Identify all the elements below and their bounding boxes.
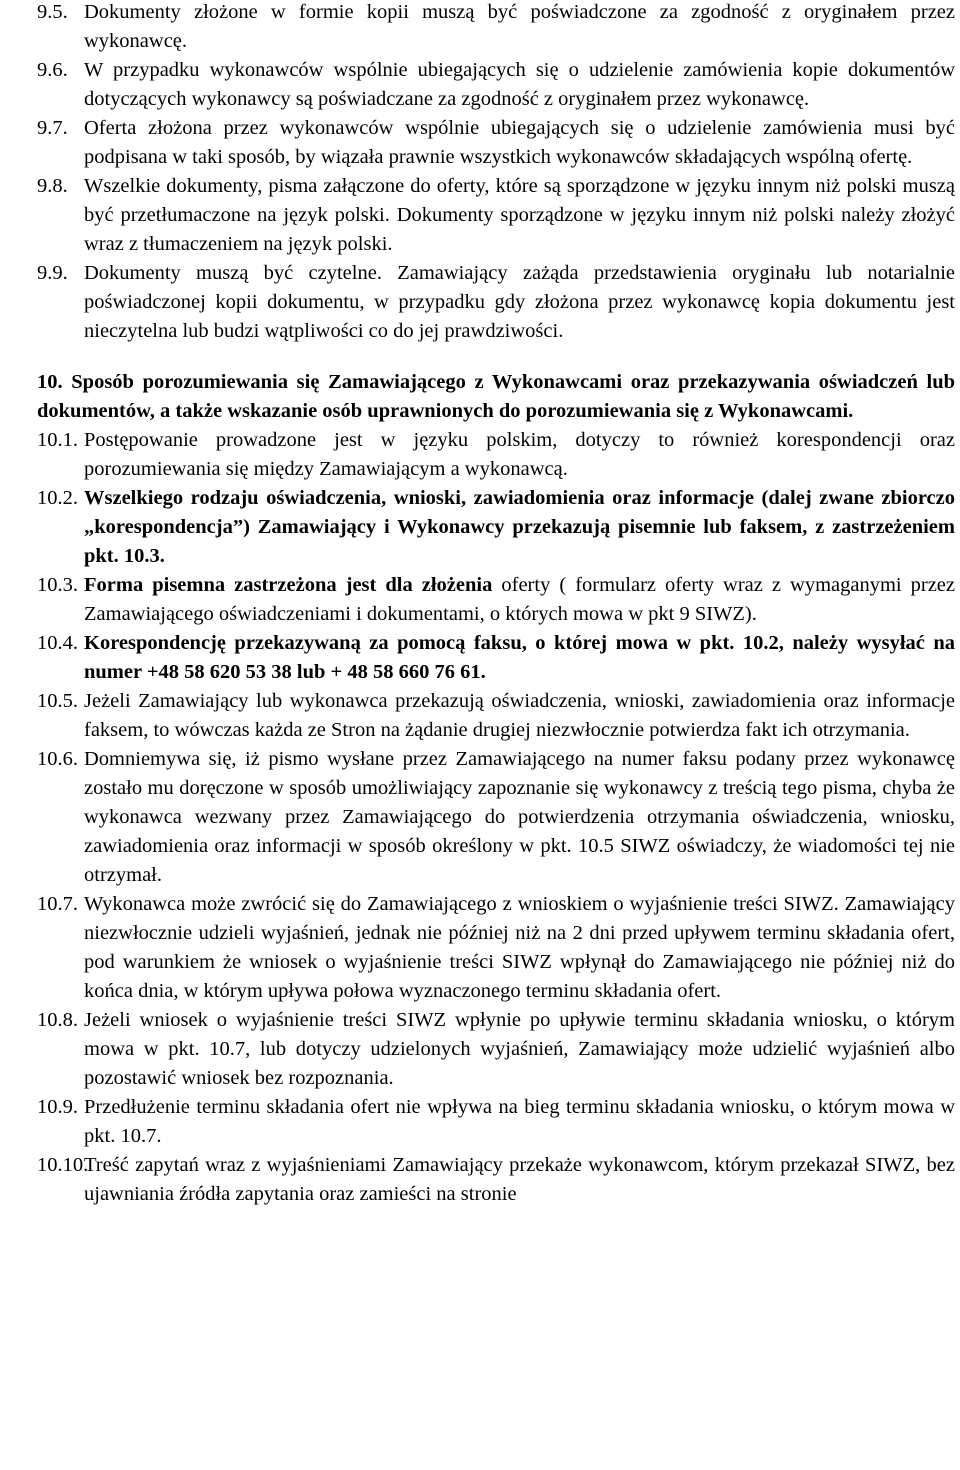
item-number: 10.7. [37,893,78,915]
item-number: 10.5. [37,690,78,712]
item-number: 9.5. [37,1,68,23]
item-text: Przedłużenie terminu składania ofert nie wpływa na bieg terminu składania wniosku, o którym mowa w pkt. 10.7. [84,1096,955,1147]
item-number: 10.3. [37,574,78,596]
item-text: Postępowanie prowadzone jest w języku polskim, dotyczy to również korespondencji oraz porozumiewania się między Zamawiającym a wykonawcą. [84,429,955,480]
list-item [0,629,960,687]
item-number: 10.1. [37,429,78,451]
item-number: 9.7. [37,117,68,139]
section-number: 10. [37,371,63,393]
list-item [0,571,960,629]
list-item [0,56,960,114]
list-item [0,172,960,259]
item-number: 10.9. [37,1096,78,1118]
item-bold-text: Wszelkiego rodzaju oświadczenia, wnioski, zawiadomienia oraz informacje (dalej zwane zbiorczo „korespondencja”) Zamawiający i Wykonawcy przekazują pisemnie lub faksem, z zastrzeżeniem pkt. 10.3. [84,487,955,567]
item-bold-text: Korespondencję przekazywaną za pomocą faksu, o której mowa w pkt. 10.2, należy wysyłać na numer +48 58 620 53 38 lub + 48 58 660 76 61. [84,632,955,683]
list-item [0,0,960,56]
item-number: 9.8. [37,175,68,197]
item-text: Jeżeli wniosek o wyjaśnienie treści SIWZ wpłynie po upływie terminu składania wniosku, o którym mowa w pkt. 10.7, lub dotyczy udzielonych wyjaśnień, Zamawiający może udzielić wyjaśnień albo pozostawić wniosek bez rozpoznania. [84,1009,955,1089]
item-text: Treść zapytań wraz z wyjaśnieniami Zamawiający przekaże wykonawcom, którym przekazał SIWZ, bez ujawniania źródła zapytania oraz zamieści na stronie [84,1154,955,1205]
list-item [0,484,960,571]
list-item [0,426,960,484]
item-text: W przypadku wykonawców wspólnie ubiegających się o udzielenie zamówienia kopie dokumentów dotyczących wykonawcy są poświadczane za zgodność z oryginałem przez wykonawcę. [84,59,955,110]
item-text: oferty ( formularz oferty wraz z wymaganymi przez Zamawiającego oświadczeniami i dokumentami, o których mowa w pkt 9 SIWZ). [84,574,956,625]
section-10-items [0,426,960,1209]
item-text: Dokumenty złożone w formie kopii muszą być poświadczone za zgodność z oryginałem przez wykonawcę. [84,1,955,52]
item-number: 9.9. [37,262,68,284]
item-text: Oferta złożona przez wykonawców wspólnie ubiegających się o udzielenie zamówienia musi być podpisana w taki sposób, by wiązała prawnie wszystkich wykonawców składających wspólną ofertę. [84,117,955,168]
section-gap [0,346,960,368]
list-item [0,890,960,1006]
item-text: Wszelkie dokumenty, pisma załączone do oferty, które są sporządzone w języku innym niż polski muszą być przetłumaczone na język polski. Dokumenty sporządzone w języku innym niż polski należy złożyć wraz z tłumaczeniem na język polski. [84,175,955,255]
item-text: Domniemywa się, iż pismo wysłane przez Zamawiającego na numer faksu podany przez wykonawcę zostało mu doręczone w sposób umożliwiający zapoznanie się wykonawcy z treścią tego pisma, chyba że wykonawca wezwany przez Zamawiającego do potwierdzenia otrzymania oświadczenia, wniosku, zawiadomienia oraz informacji w sposób określony w pkt. 10.5 SIWZ oświadczy, że wiadomości tej nie otrzymał. [84,748,955,886]
item-text: Wykonawca może zwrócić się do Zamawiającego z wnioskiem o wyjaśnienie treści SIWZ. Zamawiający niezwłocznie udzieli wyjaśnień, jednak nie później niż na 2 dni przed upływem terminu składania ofert, pod warunkiem że wniosek o wyjaśnienie treści SIWZ wpłynął do Zamawiającego nie później niż do końca dnia, w którym upływa połowa wyznaczonego terminu składania ofert. [84,893,955,1002]
item-bold-text: Forma pisemna zastrzeżona jest dla złożenia [84,574,493,596]
list-item [0,1093,960,1151]
section-title: Sposób porozumiewania się Zamawiającego z Wykonawcami oraz przekazywania oświadczeń lub dokumentów, a także wskazanie osób uprawnionych do porozumiewania się z Wykonawcami. [37,371,956,422]
list-item [0,1151,960,1209]
item-number: 10.4. [37,632,78,654]
item-text: Dokumenty muszą być czytelne. Zamawiający zażąda przedstawienia oryginału lub notarialnie poświadczonej kopii dokumentu, w przypadku gdy złożona przez wykonawcę kopia dokumentu jest nieczytelna lub budzi wątpliwości co do jej prawdziwości. [84,262,955,342]
item-number: 10.8. [37,1009,78,1031]
list-item [0,259,960,346]
item-number: 10.10. [37,1154,89,1176]
section-heading [0,368,960,426]
list-item [0,687,960,745]
item-number: 10.6. [37,748,78,770]
item-text: Jeżeli Zamawiający lub wykonawca przekazują oświadczenia, wnioski, zawiadomienia oraz informacje faksem, to wówczas każda ze Stron na żądanie drugiej niezwłocznie potwierdza fakt ich otrzymania. [84,690,955,741]
list-item [0,745,960,890]
item-number: 10.2. [37,487,78,509]
list-item [0,1006,960,1093]
section-9-items [0,0,960,346]
list-item [0,114,960,172]
item-number: 9.6. [37,59,68,81]
